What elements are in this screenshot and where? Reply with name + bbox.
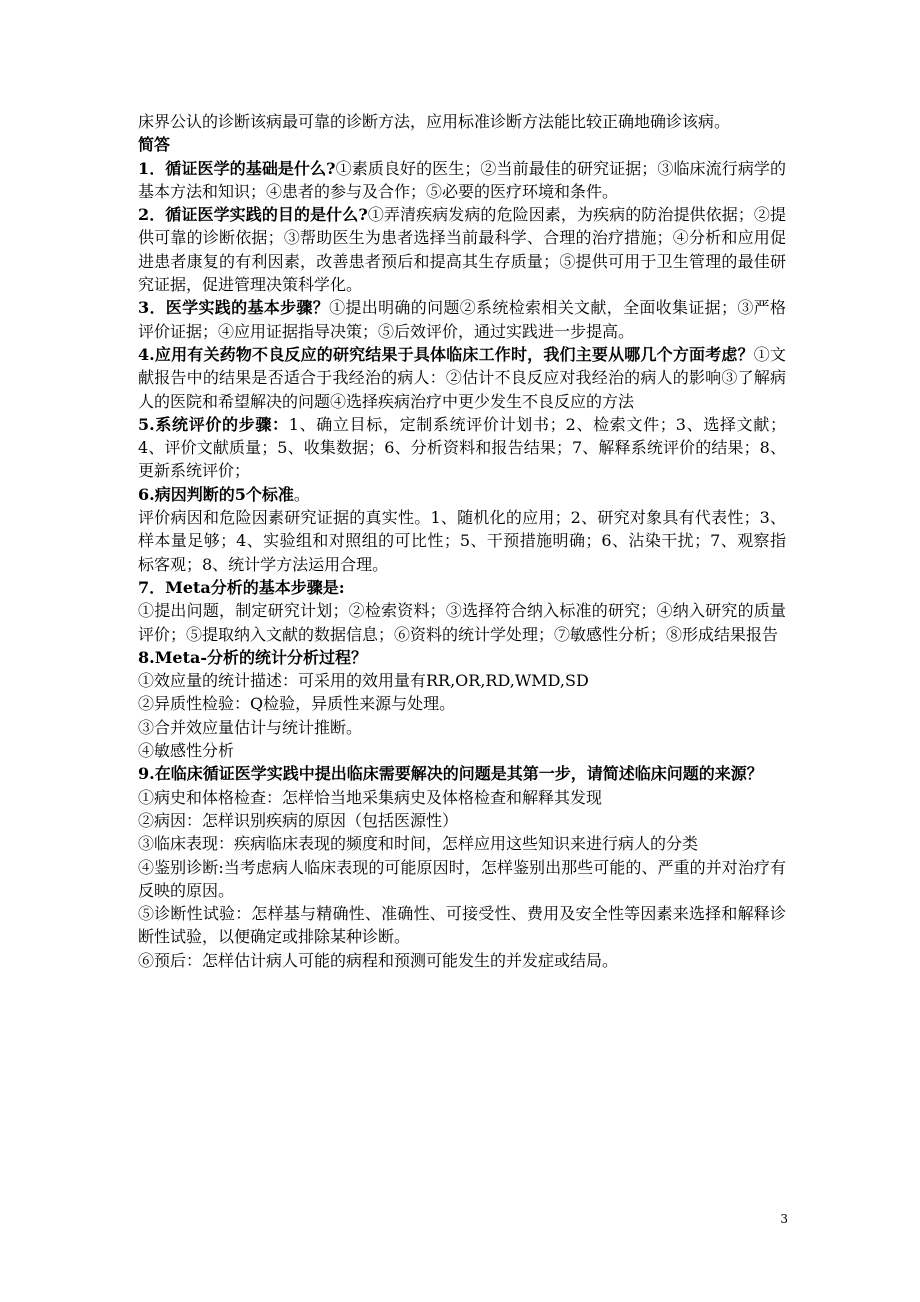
- answer-1: ①素质良好的医生；②当前最佳的研究证据；③临床流行病学的基本方法和知识；④患者的参与及合作；⑤必要的医疗环境和条件。: [138, 158, 786, 201]
- answer-9-line-3: ③临床表现：疾病临床表现的频度和时间，怎样应用这些知识来进行病人的分类: [138, 834, 699, 854]
- answer-6: 评价病因和危险因素研究证据的真实性。1、随机化的应用；2、研究对象具有代表性；3、样本量足够；4、实验组和对照组的可比性；5、干预措施明确；6、沾染干扰；7、观察指标客观；8、统计学方法运用合理。: [138, 508, 786, 574]
- qa-item-3: [138, 296, 786, 343]
- question-2: 2．循证医学实践的目的是什么?: [138, 205, 368, 225]
- question-7: 7．Meta分析的基本步骤是:: [138, 577, 345, 597]
- qa-item-2: [138, 203, 786, 296]
- answer-9-line-2: ②病因：怎样识别疾病的原因（包括医源性）: [138, 810, 459, 830]
- answer-8-line-2: ②异质性检验：Q检验，异质性来源与处理。: [138, 694, 456, 714]
- answer-7: ①提出问题，制定研究计划；②检索资料；③选择符合纳入标准的研究；④纳入研究的质量评价；⑤提取纳入文献的数据信息；⑥资料的统计学处理；⑦敏感性分析；⑧形成结果报告: [138, 601, 786, 644]
- answer-5: 1、确立目标，定制系统评价计划书；2、检索文件；3、选择文献；4、评价文献质量；5、收集数据；6、分析资料和报告结果；7、解释系统评价的结果；8、更新系统评价；: [138, 414, 786, 481]
- question-6-tail: 。: [293, 484, 310, 504]
- qa-item-4: [138, 343, 786, 413]
- question-3: 3．医学实践的基本步骤？: [138, 298, 330, 318]
- answer-4: ①文献报告中的结果是否适合于我经治的病人：②估计不良反应对我经治的病人的影响③了解病人的医院和希望解决的问题④选择疾病治疗中更少发生不良反应的方法: [138, 344, 786, 411]
- question-6-heading: [138, 483, 786, 506]
- answer-9-line-4: ④鉴别诊断:当考虑病人临床表现的可能原因时，怎样鉴别出那些可能的、严重的并对治疗有反映的原因。: [138, 857, 786, 900]
- question-9: 9.在临床循证医学实践中提出临床需要解决的问题是其第一步，请简述临床问题的来源？: [138, 764, 763, 784]
- answer-2: ①弄清疾病发病的危险因素，为疾病的防治提供依据；②提供可靠的诊断依据；③帮助医生为患者选择当前最科学、合理的治疗措施；④分析和应用促进患者康复的有利因素，改善患者预后和提高其生存质量；⑤提供可用于卫生管理的最佳研究证据，促进管理决策科学化。: [138, 205, 786, 295]
- answer-8-line-1: ①效应量的统计描述：可采用的效用量有RR,OR,RD,WMD,SD: [138, 671, 589, 691]
- answer-8-line-3: ③合并效应量估计与统计推断。: [138, 717, 363, 737]
- question-6: 6.病因判断的5个标准: [138, 484, 294, 504]
- answer-3: ①提出明确的问题②系统检索相关文献，全面收集证据；③严格评价证据；④应用证据指导决策；⑤后效评价，通过实践进一步提高。: [138, 298, 786, 341]
- answer-8-line-4: ④敏感性分析: [138, 741, 235, 761]
- section-title: 简答: [138, 135, 171, 155]
- question-4: 4.应用有关药物不良反应的研究结果于具体临床工作时，我们主要从哪几个方面考虑？: [138, 344, 754, 364]
- intro-paragraph: 床界公认的诊断该病最可靠的诊断方法，应用标准诊断方法能比较正确地确诊该病。: [138, 112, 731, 131]
- question-8: 8.Meta-分析的统计分析过程？: [138, 647, 367, 667]
- document-body: [138, 110, 786, 972]
- answer-9-line-6: ⑥预后：怎样估计病人可能的病程和预测可能发生的并发症或结局。: [138, 950, 619, 970]
- question-1: 1．循证医学的基础是什么?: [138, 158, 336, 178]
- qa-item-5: [138, 413, 786, 483]
- question-5: 5.系统评价的步骤：: [138, 414, 289, 434]
- page-number: 3: [780, 1212, 788, 1226]
- answer-9-line-1: ①病史和体格检查：怎样恰当地采集病史及体格检查和解释其发现: [138, 787, 603, 807]
- qa-item-1: [138, 157, 786, 204]
- answer-9-line-5: ⑤诊断性试验：怎样基与精确性、准确性、可接受性、费用及安全性等因素来选择和解释诊断性试验，以便确定或排除某种诊断。: [138, 904, 786, 947]
